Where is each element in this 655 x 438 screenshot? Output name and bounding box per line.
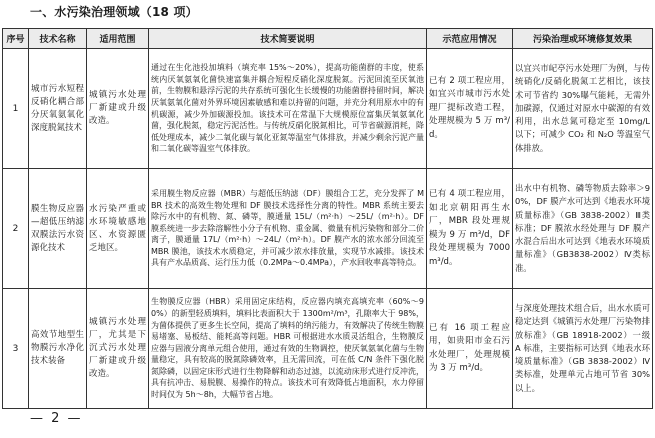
- application: 已有 4 项工程应用，如北京朝阳再生水厂，MBR 段处理规模为 9 万 m³/d，DF 段处理规模为 7000m³/d。: [427, 169, 513, 289]
- description: 通过在生化池投加填料（填充率 15%～20%），提高功能菌群的丰度，使系统内厌氧氨氧化菌快速富集并耦合短程反硝化深度脱氮。污泥回流至厌氧池前，生物膜和悬浮污泥的共存系统可强化生长缓慢的功能菌群持留时间，解决厌氧氨氧化菌对外界环境因素敏感和难以持留的问题，并充分利用原水中的有机碳源，减少外加碳源投加。该技术可在常温下大规模原位富集厌氧氨氧化菌，强化脱氮，稳定污泥活性。与传统反硝化脱氮相比，可节省碳源消耗，降低处理成本，减少二氧化碳与氧化亚氮等温室气体排放，并减少剩余污泥产量和二氧化碳等温室气体排放。: [149, 49, 427, 169]
- page-number: — 2 —: [30, 411, 83, 426]
- table-row: [3, 169, 653, 289]
- scope: 水污染严重或水环境敏感地区、水资源匮乏地区。: [87, 169, 149, 289]
- scope: 城镇污水处理厂新建或升级改造。: [87, 49, 149, 169]
- effect: 以宜兴市屺亭污水处理厂为例，与传统硝化/反硝化脱氮工艺相比，该技术可节省约 30%曝气能耗，无需外加碳源，仅通过对原水中碳源的有效利用，出水总氮可稳定至 10mg/L 以下；可减少 CO₂ 和 N₂O 等温室气体排放。: [513, 49, 653, 169]
- tech-name: 膜生物反应器—超低压纳滤双膜法污水资源化技术: [29, 169, 87, 289]
- header-index: 序号: [3, 29, 29, 49]
- description: 采用膜生物反应器（MBR）与超低压纳滤（DF）膜组合工艺，充分发挥了 MBR 技术的高效生物处理和 DF 膜技术选择性分离的特性。MBR 系统主要去除污水中的有机物、氮、磷等，膜通量 15L/（m²·h）～25L/（m²·h）。DF 膜系统进一步去除溶解性小分子有机物、重金属、微量有机污染物和部分二价离子，膜通量 17L/（m²·h）～24L/（m²·h）。DF 膜产水的浓水部分回流至 MBR 膜池，该技术水质稳定，并可减少浓水排放量，实现节水减排。该技术具有产水品质高、运行压力低（0.2MPa～0.4MPa），产水回收率高等特点。: [149, 169, 427, 289]
- application: 已有 2 项工程应用，如宜兴市城市污水处理厂提标改造工程，处理规模为 5 万 m³/d。: [427, 49, 513, 169]
- tech-name: 城市污水短程反硝化耦合部分厌氧氨氧化深度脱氮技术: [29, 49, 87, 169]
- table-header-row: [3, 29, 653, 49]
- row-index: 2: [3, 169, 29, 289]
- application: 已有 16 项工程应用，如贵阳市金石污水处理厂，处理规模为 3 万 m³/d。: [427, 289, 513, 409]
- header-description: 技术简要说明: [149, 29, 427, 49]
- effect: 与深度处理技术组合后，出水水质可稳定达到《城镇污水处理厂污染物排放标准》（GB 18918-2002）一级 A 标准，主要指标可达到《地表水环境质量标准》（GB 3838-2002）Ⅳ类标准，处理单元占地可节省 30%以上。: [513, 289, 653, 409]
- effect: 出水中有机物、磷等物质去除率＞90%，DF 膜产水可达到《地表水环境质量标准》（GB 3838-2002）Ⅲ类标准；DF 膜浓水经处理与 DF 膜产水混合后出水可达到《地表水环境质量标准》（GB3838-2002）Ⅳ类标准。: [513, 169, 653, 289]
- row-index: 1: [3, 49, 29, 169]
- row-index: 3: [3, 289, 29, 409]
- technology-table: [2, 28, 653, 409]
- tech-name: 高效节地型生物膜污水净化技术装备: [29, 289, 87, 409]
- table-row: [3, 289, 653, 409]
- header-scope: 适用范围: [87, 29, 149, 49]
- section-title: 一、水污染治理领域（18 项）: [30, 5, 198, 19]
- scope: 城镇污水处理厂，尤其是下沉式污水处理厂新建或升级改造。: [87, 289, 149, 409]
- description: 生物膜反应器（HBR）采用固定床结构，反应器内填充高填充率（60%～90%）的新型轻质填料，填料比表面积大于 1300m²/m³，孔隙率大于 98%，为菌体提供了更多生长空间，提高了填料的纳污能力，有效解决了传统生物膜易堵塞、易板结、能耗高等问题。HBR 可根据进水水质灵活组合，生物膜反应器与固液分离单元组合使用，通过有效的生物调控，使厌氧氨氧化菌与生物量稳定，具有较高的脱氮除磷效率，且无需回流，可在低 C/N 条件下强化脱氮除磷，以固定床形式进行生物降解和动态过滤，以流动床形式进行反冲洗，具有抗冲击、易脱膜、易操作的特点。该技术可有效降低占地面积，水力停留时间仅为 5h～8h，大幅节省占地。: [149, 289, 427, 409]
- table-row: [3, 49, 653, 169]
- header-application: 示范应用情况: [427, 29, 513, 49]
- header-effect: 污染治理或环境修复效果: [513, 29, 653, 49]
- header-tech-name: 技术名称: [29, 29, 87, 49]
